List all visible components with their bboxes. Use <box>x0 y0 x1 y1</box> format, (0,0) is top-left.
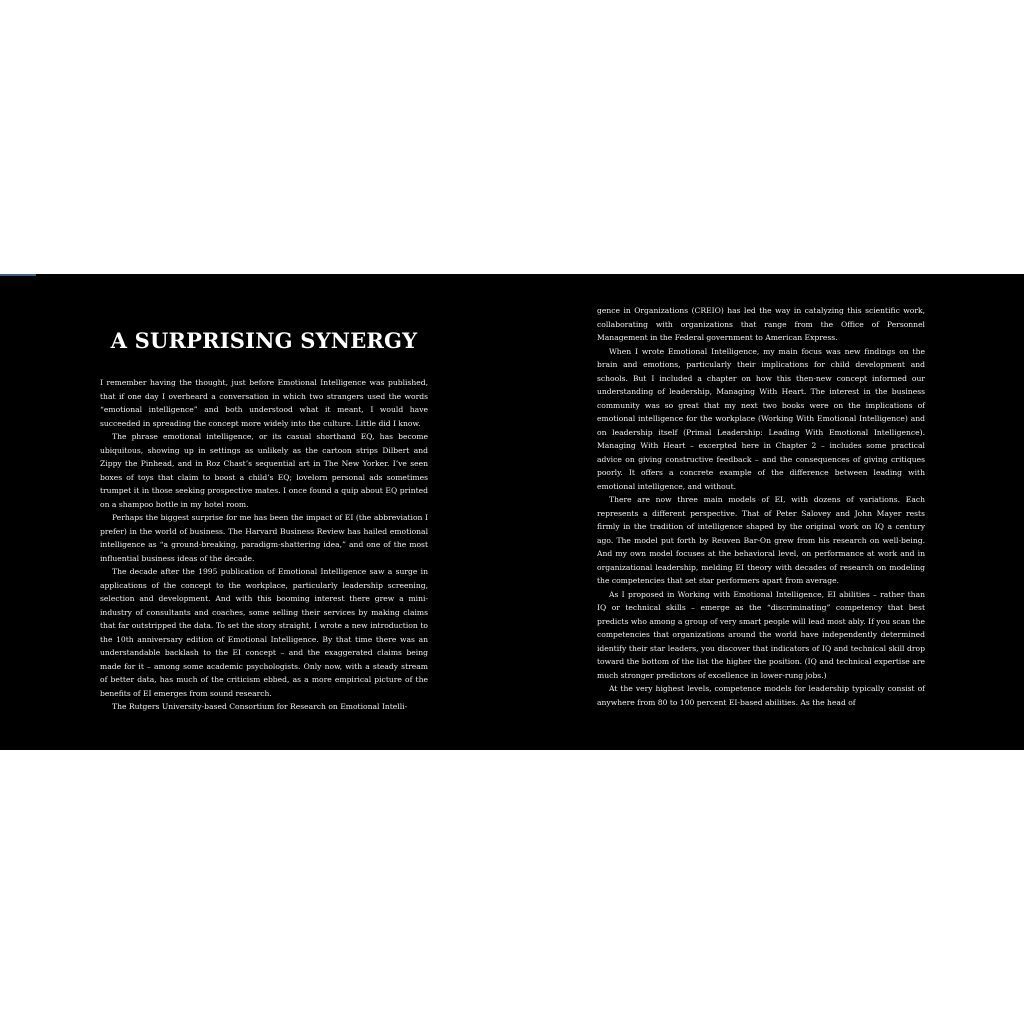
left-page <box>100 326 428 714</box>
right-paragraph-2: When I wrote Emotional Intelligence, my main focus was new findings on the brain and emotions, particularly their implications for child development and schools. But I included a chapter on how this then-new concept informed our understanding of leadership, Managing With Heart. The interest in the business community was so great that my next two books were on the implications of emotional intelligence for the workplace (Working With Emotional Intelligence) and on leadership itself (Primal Leadership: Leading With Emotional Intelligence). Managing With Heart – excerpted here in Chapter 2 – includes some practical advice on giving constructive feedback – and the consequences of giving critiques poorly. It offers a concrete example of the difference between leading with emotional intelligence, and without. <box>597 346 925 491</box>
left-paragraph-3: Perhaps the biggest surprise for me has been the impact of EI (the abbreviation I prefer) in the world of business. The Harvard Business Review has hailed emotional intelligence as “a ground-breaking, paradigm-shattering idea,” and one of the most influential business ideas of the decade. <box>100 513 428 563</box>
left-paragraph-5: The Rutgers University-based Consortium for Research on Emotional Intelli- <box>112 702 408 711</box>
left-paragraph-1: I remember having the thought, just before Emotional Intelligence was published, that if one day I overheard a conversation in which two strangers used the words “emotional intelligence” and both understood what it meant, I would have succeeded in spreading the concept more widely into the culture. Little did I know. <box>100 378 428 428</box>
top-accent-line <box>0 274 36 276</box>
left-paragraph-2: The phrase emotional intelligence, or its casual shorthand EQ, has become ubiquitous, showing up in settings as unlikely as the cartoon strips Dilbert and Zippy the Pinhead, and in Roz Chast’s sequential art in The New Yorker. I’ve seen boxes of toys that claim to boost a child’s EQ; lovelorn personal ads sometimes trumpet it in those seeking prospective mates. I once found a quip about EQ printed on a shampoo bottle in my hotel room. <box>100 432 428 509</box>
right-paragraph-4: As I proposed in Working with Emotional Intelligence, EI abilities – rather than IQ or technical skills – emerge as the “discriminating” competency that best predicts who among a group of very smart people will lead most ably. If you scan the competencies that organizations around the world have independently determined identify their star leaders, you discover that indicators of IQ and technical skill drop toward the bottom of the list the higher the position. (IQ and technical expertise are much stronger predictors of excellence in lower-rung jobs.) <box>597 589 925 680</box>
right-page <box>597 304 925 709</box>
book-spread <box>0 274 1024 750</box>
right-paragraph-3: There are now three main models of EI, with dozens of variations. Each represents a different perspective. That of Peter Salovey and John Mayer rests firmly in the tradition of intelligence shaped by the original work on IQ a century ago. The model put forth by Reuven Bar-On grew from his research on well-being. And my own model focuses at the behavioral level, on performance at work and in organizational leadership, melding EI theory with decades of research on modeling the competencies that set star performers apart from average. <box>597 495 925 585</box>
chapter-title: A SURPRISING SYNERGY <box>110 328 418 353</box>
right-paragraph-5: At the very highest levels, competence models for leadership typically consist of anywhere from 80 to 100 percent EI-based abilities. As the head of <box>597 684 925 707</box>
left-paragraph-4: The decade after the 1995 publication of Emotional Intelligence saw a surge in applications of the concept to the workplace, particularly leadership screening, selection and development. And with this booming interest there grew a mini-industry of consultants and coaches, some selling their services by making claims that far outstripped the data. To set the story straight, I wrote a new introduction to the 10th anniversary edition of Emotional Intelligence. By that time there was an understandable backlash to the EI concept – and the exaggerated claims being made for it – among some academic psychologists. Only now, with a steady stream of better data, has much of the criticism ebbed, as a more empirical picture of the benefits of EI emerges from sound research. <box>100 567 428 698</box>
right-paragraph-1: gence in Organizations (CREIO) has led the way in catalyzing this scientific work, collaborating with organizations that range from the Office of Personnel Management in the Federal government to American Express. <box>597 306 925 342</box>
